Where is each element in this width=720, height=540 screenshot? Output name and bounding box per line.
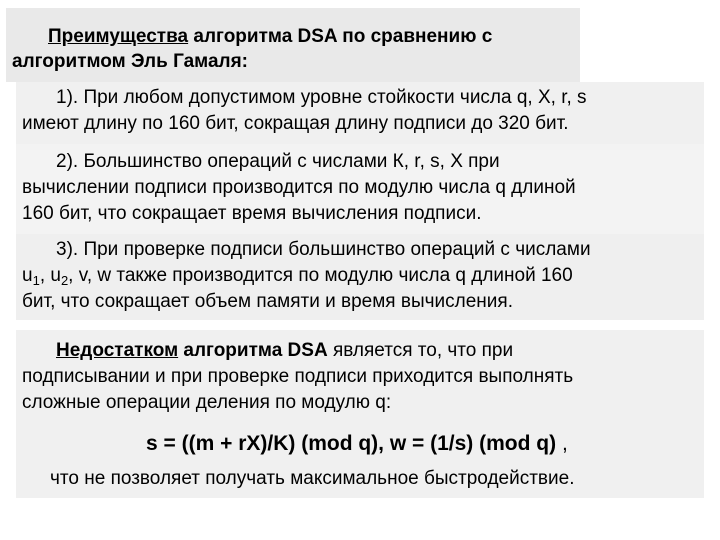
- conclusion-text: что не позволяет получать максимальное быстродействие.: [50, 468, 575, 489]
- advantage-2-box: [16, 144, 704, 234]
- advantage-3-sub1: 1: [32, 273, 40, 288]
- formula-tail: ,: [556, 432, 568, 455]
- disadvantage-underlined: Недостатком: [56, 340, 179, 361]
- disadvantage-line3: сложные операции деления по модулю q:: [22, 392, 392, 413]
- title-underlined: Преимущества: [48, 26, 189, 47]
- advantage-3-text: [16, 234, 704, 315]
- disadvantage-line2: подписывании и при проверке подписи приходится выполнять: [22, 366, 574, 387]
- advantage-3-line3: бит, что сокращает объем памяти и время вычисления.: [22, 291, 513, 312]
- title-box: [6, 8, 580, 82]
- advantage-3-sub2: 2: [60, 273, 69, 288]
- title-heading: [6, 8, 580, 74]
- advantage-2-line2: вычислении подписи производится по модулю числа q длиной: [22, 177, 576, 198]
- disadvantage-bold-rest: алгоритма DSA: [178, 340, 328, 361]
- advantage-2-text: [16, 144, 704, 227]
- advantage-3-line1: 3). При проверке подписи большинство операций с числами: [56, 239, 591, 260]
- advantage-2-line3: 160 бит, что сокращает время вычисления подписи.: [22, 203, 482, 224]
- advantage-3-box: [16, 234, 704, 320]
- advantage-2-line1: 2). Большинство операций с числами К, r, s, X при: [56, 151, 500, 172]
- advantage-1-line2: имеют длину по 160 бит, сокращая длину подписи до 320 бит.: [22, 113, 569, 134]
- advantage-1-box: [16, 82, 704, 144]
- formula-expression: s = ((m + rX)/K) (mod q), w = (1/s) (mod q): [146, 432, 557, 455]
- disadvantage-text: [16, 330, 704, 416]
- formula: [16, 430, 704, 458]
- disadvantage-box: [16, 330, 704, 498]
- advantage-3-var-u: u: [22, 265, 33, 286]
- disadvantage-rest: является то, что при: [327, 340, 514, 361]
- title-line2: алгоритмом Эль Гамаля:: [12, 51, 249, 72]
- advantage-1-line1: 1). При любом допустимом уровне стойкости числа q, X, r, s: [56, 87, 587, 108]
- advantage-3-sep: , u: [39, 265, 61, 286]
- title-rest: алгоритма DSA по сравнению с: [188, 26, 493, 47]
- advantage-3-line2-rest: , v, w также производится по модулю числа q длиной 160: [68, 265, 573, 286]
- advantage-1-text: [16, 82, 704, 137]
